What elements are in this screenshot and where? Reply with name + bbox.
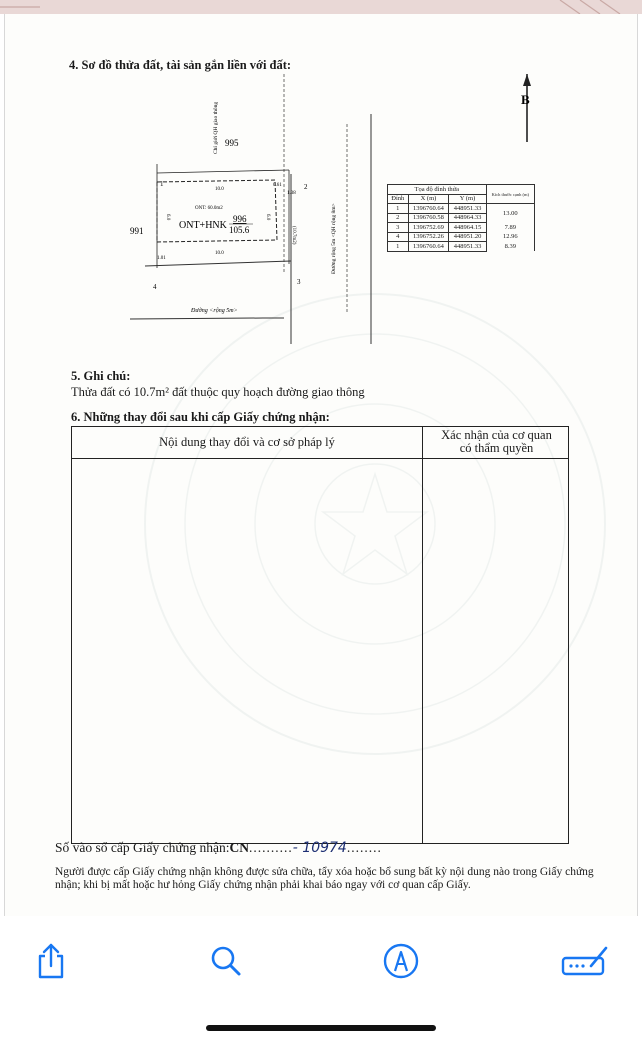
section-5-title: 5. Ghi chú:	[71, 369, 131, 383]
dim-right: 6.0	[265, 214, 270, 221]
coord-y: 448951.20	[449, 232, 486, 242]
coordinate-table	[387, 184, 535, 252]
table-row	[388, 232, 535, 242]
road-right-label: Đường rộng 5m <QH rộng 8m>	[331, 203, 337, 274]
coord-x: 1396760.64	[408, 242, 449, 252]
ont-area-note: ONT: 60.0m2	[195, 206, 223, 211]
edge-length: 13.00	[486, 204, 534, 223]
register-label: Số vào sổ cấp Giấy chứng nhận:	[55, 840, 230, 855]
plot-land-type: ONT+HNK	[179, 220, 227, 231]
coord-y: 448951.33	[449, 242, 486, 252]
edge-length: 7.89	[486, 223, 534, 233]
authority-header-line1: Xác nhận của cơ quan	[441, 428, 552, 442]
neighbor-parcel-top: 995	[225, 138, 239, 148]
table-row	[388, 242, 535, 252]
warning-note: Người được cấp Giấy chứng nhận không được sửa chữa, tẩy xóa hoặc bổ sung bất kỳ nội dung nào trong Giấy chứng nhận; khi bị mất hoặc hư hỏng Giấy chứng nhận phải khai báo ngay với cơ quan cấp Giấy.	[55, 866, 594, 891]
changes-col-authority-header	[423, 429, 570, 455]
corner-4-label: 4	[153, 283, 157, 291]
coord-y: 448964.15	[449, 223, 486, 233]
corner-1-label: 1	[160, 180, 164, 188]
coord-y: 448964.33	[449, 213, 486, 223]
corner-3-label: 3	[297, 278, 301, 286]
coord-col-vertex: Đỉnh	[388, 194, 409, 204]
road-area-note: (10.7m2)	[291, 226, 296, 245]
coord-y: 448951.33	[449, 204, 486, 214]
corner-2-label: 2	[304, 183, 308, 191]
home-indicator[interactable]	[206, 1025, 436, 1031]
coord-table-title: Tọa độ đỉnh thửa	[388, 185, 487, 195]
register-prefix: CN	[229, 840, 250, 855]
register-number-line: Số vào sổ cấp Giấy chứng nhận:CN..........- 10974........	[55, 840, 382, 856]
coord-vertex: 1	[388, 242, 409, 252]
coord-vertex: 4	[388, 232, 409, 242]
coord-vertex: 3	[388, 223, 409, 233]
neighbor-parcel-left: 991	[130, 226, 144, 236]
border-ornament	[0, 0, 642, 14]
table-row	[388, 223, 535, 233]
section-6-title: 6. Những thay đổi sau khi cấp Giấy chứng nhận:	[71, 410, 330, 424]
plot-diagram	[5, 14, 638, 374]
authority-header-line2: có thẩm quyền	[459, 441, 534, 455]
edge-length: 8.39	[486, 242, 534, 252]
certificate-page[interactable]	[4, 14, 638, 916]
share-button[interactable]	[31, 941, 71, 981]
road-side-label: Chỉ giới QH giao thông	[213, 101, 219, 154]
plot-number: 996	[233, 214, 247, 224]
coord-x: 1396760.64	[408, 204, 449, 214]
coord-x: 1396752.69	[408, 223, 449, 233]
section-4-title: 4. Sơ đồ thửa đất, tài sản gắn liền với đất:	[69, 58, 292, 72]
north-arrow	[521, 74, 531, 142]
dim-top-extra: 0.61	[273, 183, 282, 188]
coord-col-x: X (m)	[408, 194, 449, 204]
changes-table	[71, 426, 569, 844]
north-label: B	[521, 92, 530, 107]
markup-icon	[382, 942, 420, 980]
page-top-edge	[0, 0, 642, 14]
plot-area: 105.6	[229, 225, 250, 235]
section-5-note: Thửa đất có 10.7m² đất thuộc quy hoạch đường giao thông	[71, 385, 365, 399]
markup-button[interactable]	[381, 941, 421, 981]
search-button[interactable]	[206, 941, 246, 981]
dim-left: 6.0	[165, 214, 170, 221]
coord-vertex: 1	[388, 204, 409, 214]
search-icon	[208, 942, 244, 980]
register-number-handwritten: - 10974	[292, 840, 347, 856]
edge-length: 12.96	[486, 232, 534, 242]
dim-bottom: 10.0	[215, 251, 224, 256]
coord-table-length-header: Kích thước cạnh (m)	[486, 185, 534, 204]
table-row	[388, 204, 535, 214]
table-column-divider	[422, 427, 423, 843]
bottom-toolbar	[0, 917, 642, 1045]
road-bottom-label: Đường <rộng 5m>	[191, 308, 238, 314]
dim-top: 10.0	[215, 187, 224, 192]
share-icon	[33, 942, 69, 980]
coord-col-y: Y (m)	[449, 194, 486, 204]
dim-corner-left: 1.01	[157, 256, 166, 261]
coord-vertex: 2	[388, 213, 409, 223]
fill-and-sign-button[interactable]	[560, 941, 610, 981]
changes-col-content-header: Nội dung thay đổi và cơ sở pháp lý	[159, 435, 335, 449]
coord-x: 1396760.58	[408, 213, 449, 223]
table-header-divider	[72, 458, 568, 459]
fill-sign-icon	[561, 942, 609, 980]
dim-corner: 1.38	[287, 191, 296, 196]
coord-x: 1396752.26	[408, 232, 449, 242]
